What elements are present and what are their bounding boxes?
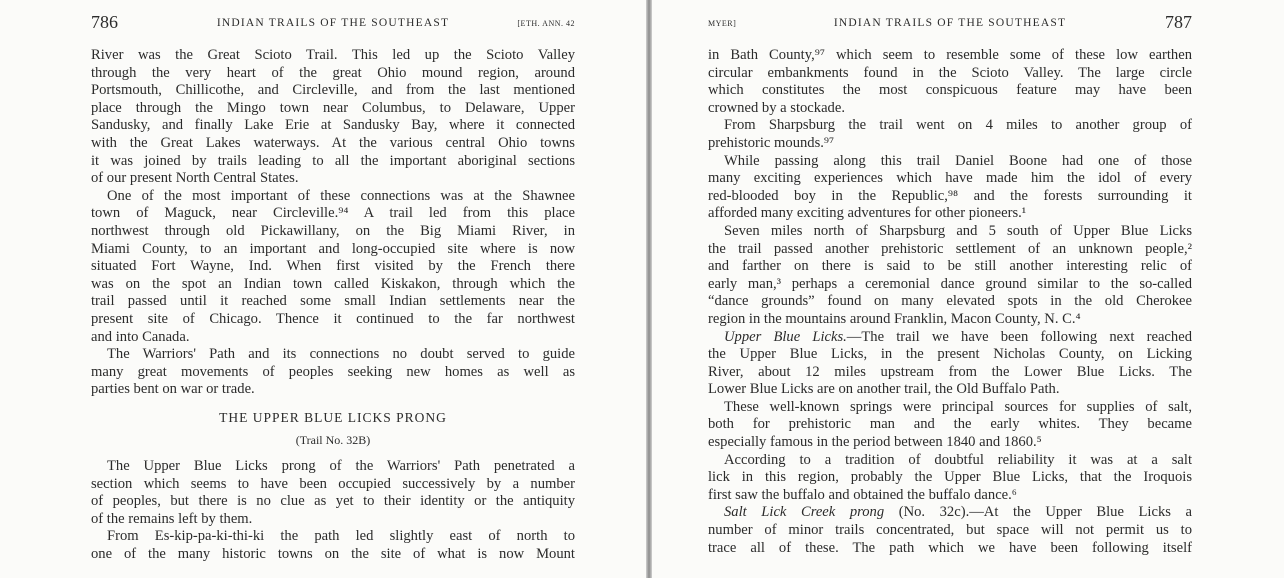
text-line [708,329,1192,347]
text-line: section which seems to have been occupied successively by a number [91,475,575,492]
right-page-number: 787 [1165,12,1192,32]
left-page-number: 786 [91,12,118,32]
text-line: lick in this region, probably the Upper Blue Licks, that the Iroquois [708,469,1192,486]
text-line: situated Fort Wayne, Ind. When first visited by the French there [91,258,575,275]
text-line: red-blooded boy in the Republic,⁹⁸ and the forests surrounding it [708,187,1192,204]
text-line: Sandusky, and finally Lake Erie at Sandusky Bay, where it connected [91,117,575,134]
text-line: which constitutes the most conspicuous feature may have been [708,82,1192,99]
report-tag: [ETH. ANN. 42 [517,19,575,28]
text-line: Lower Blue Licks are on another trail, the Old Buffalo Path. [708,381,1060,398]
text-line: the Upper Blue Licks, in the present Nicholas County, on Licking [708,346,1192,363]
left-running-head: INDIAN TRAILS OF THE SOUTHEAST [216,17,450,29]
text-line: region in the mountains around Franklin, Macon County, N. C.⁴ [708,310,1081,327]
text-line: present site of Chicago. Thence it continued to the far northwest [91,310,575,327]
text-line: trace all of these. The path which we have been following itself [708,539,1192,556]
text-run: (No. 32c).—At the Upper Blue Licks a [884,504,1192,521]
text-line: trail passed until it reached some small Indian settlements near the [91,293,575,310]
text-line: These well-known springs were principal sources for supplies of salt, [724,398,1192,415]
text-line: especially famous in the period between 1840 and 1860.⁵ [708,434,1042,451]
left-running-header [91,14,575,36]
text-line: of peoples, but there is no clue as yet to their identity or the antiquity [91,493,575,510]
text-line: “dance grounds” found on many elevated spots in the old Cherokee [708,293,1192,310]
text-line: was on the spot an Indian town called Kiskakon, through which the [91,275,575,292]
author-tag: MYER] [708,19,737,28]
text-line: prehistoric mounds.⁹⁷ [708,134,835,151]
text-line: with the Great Lakes waterways. At the various central Ohio towns [91,134,575,151]
text-line: From Es-kip-pa-ki-thi-ki the path led slightly east of north to [107,528,575,545]
text-line: River was the Great Scioto Trail. This led up the Scioto Valley [91,47,575,63]
text-line: many exciting experiences which have made him the idol of every [708,170,1192,187]
text-line: From Sharpsburg the trail went on 4 miles to another group of [724,117,1192,134]
text-line: first saw the buffalo and obtained the buffalo dance.⁶ [708,486,1017,503]
text-line: River, about 12 miles upstream from the Lower Blue Licks. The [708,363,1192,380]
text-line: parties bent on war or trade. [91,381,255,398]
text-line: one of the many historic towns on the site of what is now Mount [91,546,575,563]
text-line: According to a tradition of doubtful reliability it was at a salt [724,451,1192,468]
text-line: through the very heart of the great Ohio mound region, around [91,64,575,81]
text-line: of the remains left by them. [91,510,253,527]
text-line: early man,³ perhaps a ceremonial dance ground similar to the so-called [708,275,1192,292]
right-running-header [708,14,1192,36]
text-line: Seven miles north of Sharpsburg and 5 south of Upper Blue Licks [724,222,1192,239]
text-line: in Bath County,⁹⁷ which seem to resemble some of these low earthen [708,47,1192,63]
text-line: While passing along this trail Daniel Boone had one of those [724,152,1192,169]
right-page [652,0,1284,578]
text-line: One of the most important of these connections was at the Shawnee [107,187,575,204]
text-line: both for prehistoric man and the early whites. They became [708,416,1192,433]
text-line: crowned by a stockade. [708,99,845,116]
text-line: it was joined by trails leading to all the important aboriginal sections [91,152,575,169]
text-line: and into Canada. [91,328,190,345]
right-body-text [708,47,1192,557]
section-subheading: (Trail No. 32B) [295,433,371,448]
upper-blue-licks-title: Upper Blue Licks. [724,328,847,345]
text-line: The Upper Blue Licks prong of the Warriors' Path penetrated a [107,458,575,475]
text-line: of our present North Central States. [91,170,299,187]
text-line: and farther on there is said to be still another interesting relic of [708,258,1192,275]
text-line: place through the Mingo town near Columbus, to Delaware, Upper [91,99,575,116]
text-line: The Warriors' Path and its connections no doubt served to guide [107,346,575,363]
text-line: town of Maguck, near Circleville.⁹⁴ A trail led from this place [91,205,575,222]
text-line: afforded many exciting adventures for other pioneers.¹ [708,205,1027,222]
text-line: circular embankments found in the Scioto Valley. The large circle [708,64,1192,81]
text-run: —The trail we have been following next reached [846,328,1192,345]
text-line: many great movements of peoples seeking new homes as well as [91,363,575,380]
section-heading: THE UPPER BLUE LICKS PRONG [219,409,447,425]
text-line: number of minor trails concentrated, but space will not permit us to [708,522,1192,539]
text-line: the trail passed another prehistoric settlement of an unknown people,² [708,240,1192,257]
left-body-text [91,47,575,564]
text-line: northwest through old Pickawillany, on the Big Miami River, in [91,222,575,239]
salt-lick-title: Salt Lick Creek prong [724,504,885,521]
text-line: Portsmouth, Chillicothe, and Circleville, and from the last mentioned [91,82,575,99]
text-line [708,504,1192,522]
text-line: Miami County, to an important and long-occupied site where is now [91,240,575,257]
right-running-head: INDIAN TRAILS OF THE SOUTHEAST [833,17,1067,29]
